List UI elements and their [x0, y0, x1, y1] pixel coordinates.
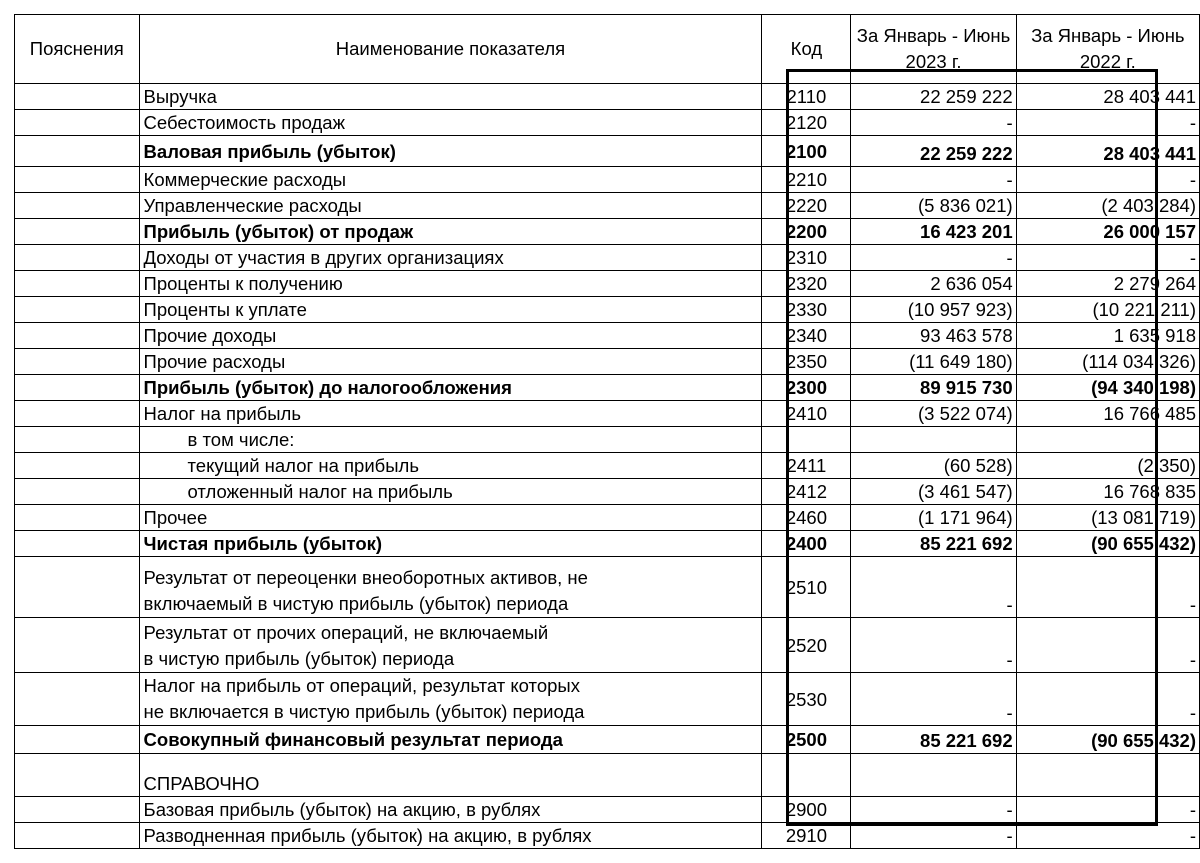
- table-row: [15, 375, 1200, 401]
- row-name: Разводненная прибыль (убыток) на акцию, в рублях: [139, 823, 762, 849]
- row-code: 2320: [762, 271, 851, 297]
- header-period-previous: За Январь - Июнь 2022 г.: [1016, 15, 1199, 84]
- value-current: -: [851, 245, 1016, 271]
- row-code: 2530: [762, 673, 851, 726]
- row-code: 2120: [762, 110, 851, 136]
- row-name-line: Результат от переоценки внеоборотных активов, не: [143, 567, 588, 588]
- row-code: 2350: [762, 349, 851, 375]
- row-code: 2410: [762, 401, 851, 427]
- value-previous: -: [1016, 110, 1199, 136]
- value-previous: (94 340 198): [1016, 375, 1199, 401]
- table-row: [15, 505, 1200, 531]
- row-code: 2412: [762, 479, 851, 505]
- row-name-line: Налог на прибыль от операций, результат которых: [143, 675, 580, 696]
- value-previous: 26 000 157: [1016, 219, 1199, 245]
- table-row: [15, 110, 1200, 136]
- row-code: 2100: [762, 136, 851, 167]
- value-current: (10 957 923): [851, 297, 1016, 323]
- table-row: [15, 754, 1200, 797]
- table-row: [15, 401, 1200, 427]
- row-code: 2210: [762, 167, 851, 193]
- table-row: [15, 618, 1200, 673]
- table-row: [15, 136, 1200, 167]
- value-current: (1 171 964): [851, 505, 1016, 531]
- value-previous: (2 403 284): [1016, 193, 1199, 219]
- row-code: 2411: [762, 453, 851, 479]
- notes-cell: [15, 823, 140, 849]
- notes-cell: [15, 531, 140, 557]
- value-current: (5 836 021): [851, 193, 1016, 219]
- row-name: Прочее: [139, 505, 762, 531]
- value-current: -: [851, 797, 1016, 823]
- value-previous: -: [1016, 557, 1199, 618]
- value-previous: 16 766 485: [1016, 401, 1199, 427]
- value-current: 2 636 054: [851, 271, 1016, 297]
- row-code: 2460: [762, 505, 851, 531]
- row-code: 2330: [762, 297, 851, 323]
- table-row: [15, 797, 1200, 823]
- row-code: 2900: [762, 797, 851, 823]
- value-current: -: [851, 110, 1016, 136]
- header-code: Код: [762, 15, 851, 84]
- table-row: [15, 323, 1200, 349]
- value-previous: [1016, 427, 1199, 453]
- value-current: [851, 754, 1016, 797]
- financial-results-table: [14, 14, 1200, 849]
- row-name: Выручка: [139, 84, 762, 110]
- notes-cell: [15, 271, 140, 297]
- value-current: -: [851, 618, 1016, 673]
- value-current: 93 463 578: [851, 323, 1016, 349]
- value-current: 85 221 692: [851, 726, 1016, 754]
- row-name: Прибыль (убыток) от продаж: [139, 219, 762, 245]
- row-code: 2520: [762, 618, 851, 673]
- value-current: -: [851, 823, 1016, 849]
- notes-cell: [15, 167, 140, 193]
- notes-cell: [15, 245, 140, 271]
- value-current: 85 221 692: [851, 531, 1016, 557]
- row-name: Прочие расходы: [139, 349, 762, 375]
- value-current: 22 259 222: [851, 136, 1016, 167]
- value-previous: [1016, 754, 1199, 797]
- row-code: 2310: [762, 245, 851, 271]
- notes-cell: [15, 349, 140, 375]
- row-name: Проценты к уплате: [139, 297, 762, 323]
- value-current: 22 259 222: [851, 84, 1016, 110]
- header-row: [15, 15, 1200, 84]
- row-name-line: в чистую прибыль (убыток) периода: [143, 648, 455, 669]
- value-previous: 2 279 264: [1016, 271, 1199, 297]
- row-name: Коммерческие расходы: [139, 167, 762, 193]
- value-previous: (10 221 211): [1016, 297, 1199, 323]
- row-code: 2110: [762, 84, 851, 110]
- row-code: 2400: [762, 531, 851, 557]
- value-current: (11 649 180): [851, 349, 1016, 375]
- value-previous: -: [1016, 823, 1199, 849]
- notes-cell: [15, 797, 140, 823]
- row-name: текущий налог на прибыль: [139, 453, 762, 479]
- row-code: 2220: [762, 193, 851, 219]
- value-current: 89 915 730: [851, 375, 1016, 401]
- value-previous: -: [1016, 167, 1199, 193]
- row-name: Прибыль (убыток) до налогообложения: [139, 375, 762, 401]
- notes-cell: [15, 84, 140, 110]
- notes-cell: [15, 193, 140, 219]
- notes-cell: [15, 401, 140, 427]
- row-name: [139, 673, 762, 726]
- row-name: Проценты к получению: [139, 271, 762, 297]
- row-name-line: включаемый в чистую прибыль (убыток) периода: [143, 593, 569, 614]
- table-row: [15, 271, 1200, 297]
- value-current: 16 423 201: [851, 219, 1016, 245]
- header-period-current: За Январь - Июнь 2023 г.: [851, 15, 1016, 84]
- row-name: Себестоимость продаж: [139, 110, 762, 136]
- value-previous: 16 768 835: [1016, 479, 1199, 505]
- value-previous: (90 655 432): [1016, 531, 1199, 557]
- row-name: отложенный налог на прибыль: [139, 479, 762, 505]
- value-previous: 28 403 441: [1016, 136, 1199, 167]
- table-row: [15, 219, 1200, 245]
- table-row: [15, 297, 1200, 323]
- notes-cell: [15, 453, 140, 479]
- notes-cell: [15, 726, 140, 754]
- row-name: Чистая прибыль (убыток): [139, 531, 762, 557]
- notes-cell: [15, 219, 140, 245]
- notes-cell: [15, 479, 140, 505]
- value-current: -: [851, 167, 1016, 193]
- row-name: Управленческие расходы: [139, 193, 762, 219]
- value-previous: 1 635 918: [1016, 323, 1199, 349]
- reference-heading: СПРАВОЧНО: [139, 754, 762, 797]
- value-previous: (13 081 719): [1016, 505, 1199, 531]
- value-current: (3 461 547): [851, 479, 1016, 505]
- row-name-line: не включается в чистую прибыль (убыток) периода: [143, 701, 585, 722]
- notes-cell: [15, 618, 140, 673]
- row-code: 2300: [762, 375, 851, 401]
- value-previous: 28 403 441: [1016, 84, 1199, 110]
- table-row: [15, 167, 1200, 193]
- row-name: [139, 557, 762, 618]
- income-statement: [14, 14, 1200, 849]
- row-code: 2200: [762, 219, 851, 245]
- value-current: -: [851, 557, 1016, 618]
- row-name-line: Результат от прочих операций, не включаемый: [143, 622, 549, 643]
- row-name: Базовая прибыль (убыток) на акцию, в рублях: [139, 797, 762, 823]
- table-row: [15, 84, 1200, 110]
- table-row: [15, 823, 1200, 849]
- value-current: -: [851, 673, 1016, 726]
- row-name: Доходы от участия в других организациях: [139, 245, 762, 271]
- table-row: [15, 193, 1200, 219]
- row-name: Совокупный финансовый результат периода: [139, 726, 762, 754]
- header-notes: Пояснения: [15, 15, 140, 84]
- row-name: в том числе:: [139, 427, 762, 453]
- notes-cell: [15, 754, 140, 797]
- row-name: Налог на прибыль: [139, 401, 762, 427]
- table-row: [15, 479, 1200, 505]
- row-code: 2510: [762, 557, 851, 618]
- notes-cell: [15, 297, 140, 323]
- notes-cell: [15, 505, 140, 531]
- table-row: [15, 531, 1200, 557]
- row-name: [139, 618, 762, 673]
- value-previous: (90 655 432): [1016, 726, 1199, 754]
- row-code: 2340: [762, 323, 851, 349]
- value-current: (60 528): [851, 453, 1016, 479]
- table-row: [15, 673, 1200, 726]
- row-code: 2500: [762, 726, 851, 754]
- value-current: [851, 427, 1016, 453]
- table-row: [15, 245, 1200, 271]
- notes-cell: [15, 110, 140, 136]
- row-name: Прочие доходы: [139, 323, 762, 349]
- notes-cell: [15, 427, 140, 453]
- table-row: [15, 726, 1200, 754]
- value-current: (3 522 074): [851, 401, 1016, 427]
- row-code: [762, 427, 851, 453]
- value-previous: (114 034 326): [1016, 349, 1199, 375]
- row-code: 2910: [762, 823, 851, 849]
- table-row: [15, 557, 1200, 618]
- value-previous: -: [1016, 618, 1199, 673]
- table-row: [15, 349, 1200, 375]
- row-name: Валовая прибыль (убыток): [139, 136, 762, 167]
- row-code: [762, 754, 851, 797]
- value-previous: -: [1016, 797, 1199, 823]
- table-row: [15, 453, 1200, 479]
- notes-cell: [15, 673, 140, 726]
- notes-cell: [15, 375, 140, 401]
- value-previous: -: [1016, 245, 1199, 271]
- value-previous: (2 350): [1016, 453, 1199, 479]
- value-previous: -: [1016, 673, 1199, 726]
- header-indicator-name: Наименование показателя: [139, 15, 762, 84]
- notes-cell: [15, 557, 140, 618]
- notes-cell: [15, 323, 140, 349]
- table-row: [15, 427, 1200, 453]
- notes-cell: [15, 136, 140, 167]
